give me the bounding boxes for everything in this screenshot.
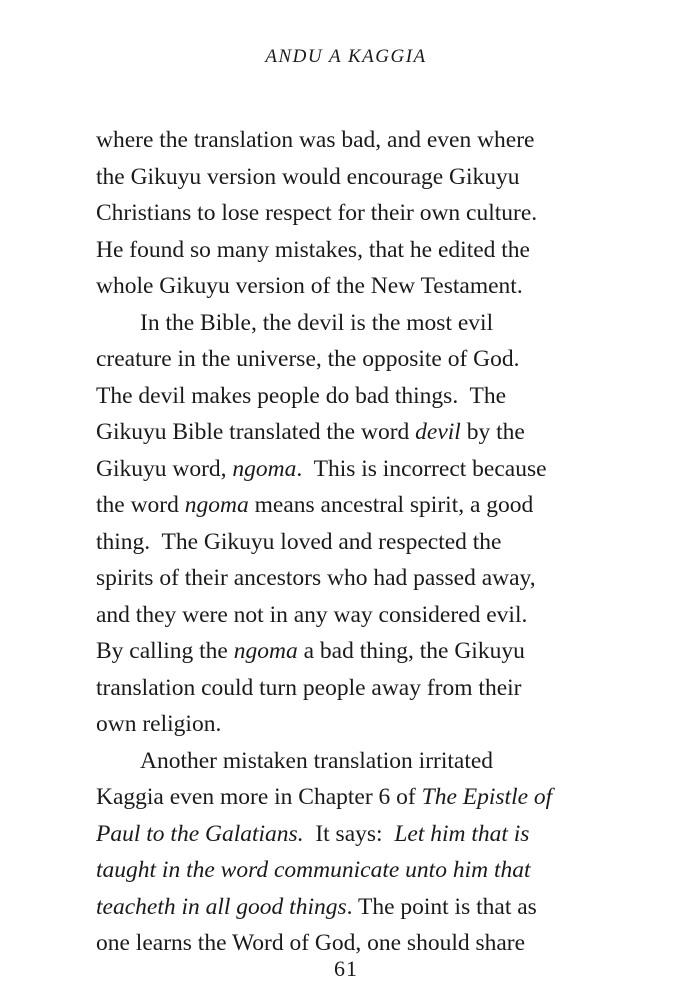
text-run: Gikuyu Bible translated the word xyxy=(96,419,416,445)
text-run: Another mistaken translation irritated xyxy=(140,747,494,774)
text-run: creature in the universe, the opposite of God. xyxy=(96,346,520,372)
text-line xyxy=(96,706,606,743)
text-line xyxy=(96,305,606,342)
text-run: means ancestral spirit, a good xyxy=(248,492,534,518)
text-run: Kaggia even more in Chapter 6 of xyxy=(96,784,422,810)
text-run: Christians to lose respect for their own culture. xyxy=(96,200,538,226)
text-line xyxy=(96,122,606,159)
text-line xyxy=(96,560,606,597)
text-run: He found so many mistakes, that he edited the xyxy=(96,236,530,263)
text-line xyxy=(96,779,606,816)
text-run: The devil makes people do bad things. The xyxy=(96,382,507,409)
text-run: thing. The Gikuyu loved and respected the xyxy=(96,528,502,555)
text-line xyxy=(96,232,606,269)
italic-text: Let him that is xyxy=(394,820,530,847)
text-line xyxy=(96,633,606,670)
text-line xyxy=(96,670,606,707)
text-run: . This is incorrect because xyxy=(296,455,547,482)
text-run: translation could turn people away from their xyxy=(96,674,522,701)
text-run: whole Gikuyu version of the New Testament. xyxy=(96,273,523,299)
text-run: In the Bible, the devil is the most evil xyxy=(140,309,494,336)
text-line xyxy=(96,195,606,232)
italic-text: Paul to the Galatians. xyxy=(96,820,304,847)
text-line xyxy=(96,597,606,634)
text-run: a bad thing, the Gikuyu xyxy=(297,638,525,664)
text-line xyxy=(96,451,606,488)
text-run: the Gikuyu version would encourage Gikuyu xyxy=(96,163,520,190)
text-run: where the translation was bad, and even where xyxy=(96,127,535,153)
page-number: 61 xyxy=(334,956,358,981)
text-run: and they were not in any way considered evil. xyxy=(96,601,528,628)
text-line xyxy=(96,743,606,780)
text-line xyxy=(96,487,606,524)
text-line xyxy=(96,852,606,889)
text-line xyxy=(96,524,606,561)
text-run: one learns the Word of God, one should share xyxy=(96,930,526,956)
text-line xyxy=(96,341,606,378)
text-line xyxy=(96,889,606,926)
text-line xyxy=(96,159,606,196)
text-run: Gikuyu word, xyxy=(96,455,233,482)
text-run: It says: xyxy=(303,820,395,847)
italic-text: ngoma xyxy=(232,455,297,482)
italic-text: taught in the word communicate unto him that xyxy=(96,857,531,883)
body-text xyxy=(96,122,606,962)
text-line xyxy=(96,414,606,451)
text-run: by the xyxy=(460,419,525,445)
text-run: own religion. xyxy=(96,711,222,737)
text-line xyxy=(96,268,606,305)
text-line xyxy=(96,378,606,415)
italic-text: The Epistle of xyxy=(421,784,553,810)
text-run: . The point is that as xyxy=(346,893,537,920)
text-run: the word xyxy=(96,492,185,518)
text-run: spirits of their ancestors who had passed away, xyxy=(96,565,536,591)
italic-text: teacheth in all good things xyxy=(96,893,347,920)
running-header: ANDU A KAGGIA xyxy=(265,46,427,67)
text-run: By calling the xyxy=(96,638,234,664)
italic-text: ngoma xyxy=(233,638,298,664)
italic-text: ngoma xyxy=(184,492,249,518)
text-line xyxy=(96,816,606,853)
italic-text: devil xyxy=(415,419,461,445)
